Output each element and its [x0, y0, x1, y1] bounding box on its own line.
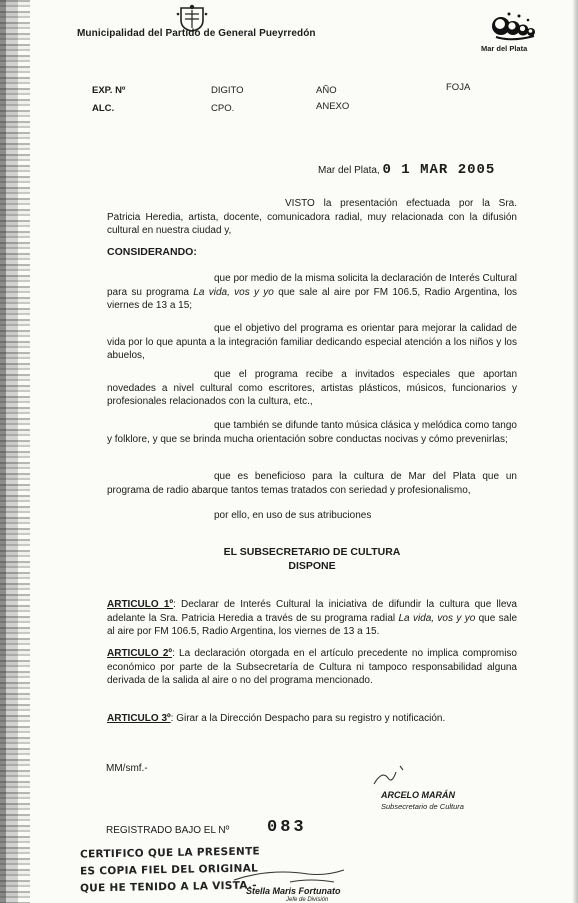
date-line	[318, 162, 495, 178]
considerando-6: por ello, en uso de sus atribuciones	[214, 510, 372, 521]
logo-caption: Mar del Plata	[481, 44, 528, 53]
visto-paragraph	[107, 197, 517, 238]
article-3-label: ARTICULO 3º	[107, 713, 171, 724]
signer-name: ARCELO MARÁN	[381, 790, 455, 800]
article-3-text: : Girar a la Dirección Despacho para su registro y notificación.	[170, 713, 446, 724]
exp-label: EXP. Nº	[92, 85, 126, 96]
anexo-label: ANEXO	[316, 101, 350, 112]
article-2-label: ARTICULO 2º	[107, 648, 173, 659]
considerando-4: que también se difunde tanto música clásica y melódica como tango y folklore, y que se brinda mucha orientación sobre conductas nocivas y cómo prevenirlas;	[107, 420, 517, 445]
article-1	[107, 598, 517, 639]
article-1-label: ARTICULO 1º	[107, 599, 174, 610]
alc-label: ALC.	[92, 103, 115, 114]
registered-number: 083	[267, 818, 307, 837]
digito-label: DIGITO	[211, 85, 244, 96]
signature-mark	[372, 760, 412, 788]
cpo-label: CPO.	[211, 103, 235, 114]
article-2	[107, 647, 517, 688]
article-1-post: que sale al aire por FM 106.5, Radio Argentina, los viernes de 13 a 15.	[107, 612, 518, 638]
article-1-program-title: La vida, vos y yo	[398, 612, 476, 624]
considerando-5: que es beneficioso para la cultura de Mar del Plata que un programa de radio abarque tantos temas tratados con seriedad y profesionalismo,	[107, 471, 517, 496]
foja-label: FOJA	[446, 82, 471, 93]
certification-line-1: CERTIFICO QUE LA PRESENTE	[79, 845, 261, 861]
c1-program-title: La vida, vos y yo	[193, 286, 274, 298]
considerando-3: que el programa recibe a invitados especiales que aportan novedades a nivel cultural como escritores, artistas plásticos, músicos, funcionarios y profesionales relacionados con la cultura, etc.,	[107, 369, 517, 408]
municipality-name: Municipalidad del Partido de General Pueyrredón	[77, 28, 316, 39]
authority-heading: EL SUBSECRETARIO DE CULTURA	[223, 546, 401, 558]
registered-label: REGISTRADO BAJO EL Nº	[106, 825, 230, 836]
scan-left-edge	[0, 0, 30, 903]
c1-post: que sale al aire por FM 106.5, Radio Argentina, los viernes de 13 a 15;	[107, 286, 518, 312]
considerando-1	[107, 272, 517, 313]
date-stamp: 0 1 MAR 2005	[382, 162, 496, 178]
anio-label: AÑO	[316, 85, 337, 96]
certification-line-2: ES COPIA FIEL DEL ORIGINAL	[79, 862, 259, 878]
visto-text: la presentación efectuada por la Sra. Patricia Heredia, artista, docente, comunicadora radial, muy relacionada con la difusión cultural en nuestra ciudad y,	[107, 198, 518, 237]
typist-initials: MM/smf.-	[106, 763, 148, 774]
certifier-role: Jefe de División	[286, 897, 329, 903]
considerando-2: que el objetivo del programa es orientar para mejorar la calidad de vida por lo que apunta a la integración familiar dedicando especial atención a los niños y los abuelos,	[107, 323, 517, 362]
article-3	[107, 712, 517, 726]
date-place: Mar del Plata,	[318, 165, 380, 176]
signer-role: Subsecretario de Cultura	[381, 802, 464, 811]
dispone-heading: DISPONE	[288, 560, 336, 572]
considerando-heading: CONSIDERANDO:	[107, 246, 197, 258]
c1-pre: que por medio de la misma solicita la declaración de Interés Cultural para su programa	[107, 273, 517, 298]
certifier-name: Stella Maris Fortunato	[246, 886, 341, 896]
certifier-signature-mark	[230, 862, 350, 888]
visto-keyword: VISTO	[285, 198, 315, 209]
scan-right-edge	[572, 0, 578, 903]
article-2-text: : La declaración otorgada en el artículo precedente no implica compromiso económico por parte de la Subsecretaría de Cultura ni tampoco responsabilidad alguna derivada de la salida al aire o no del programa mencionado.	[107, 648, 517, 687]
certification-line-3: QUE HE TENIDO A LA VISTA.-	[79, 879, 257, 895]
article-1-pre: : Declarar de Interés Cultural la iniciativa de difundir la cultura que lleva adelante la Sra. Patricia Heredia a través de su programa radial	[107, 599, 517, 624]
